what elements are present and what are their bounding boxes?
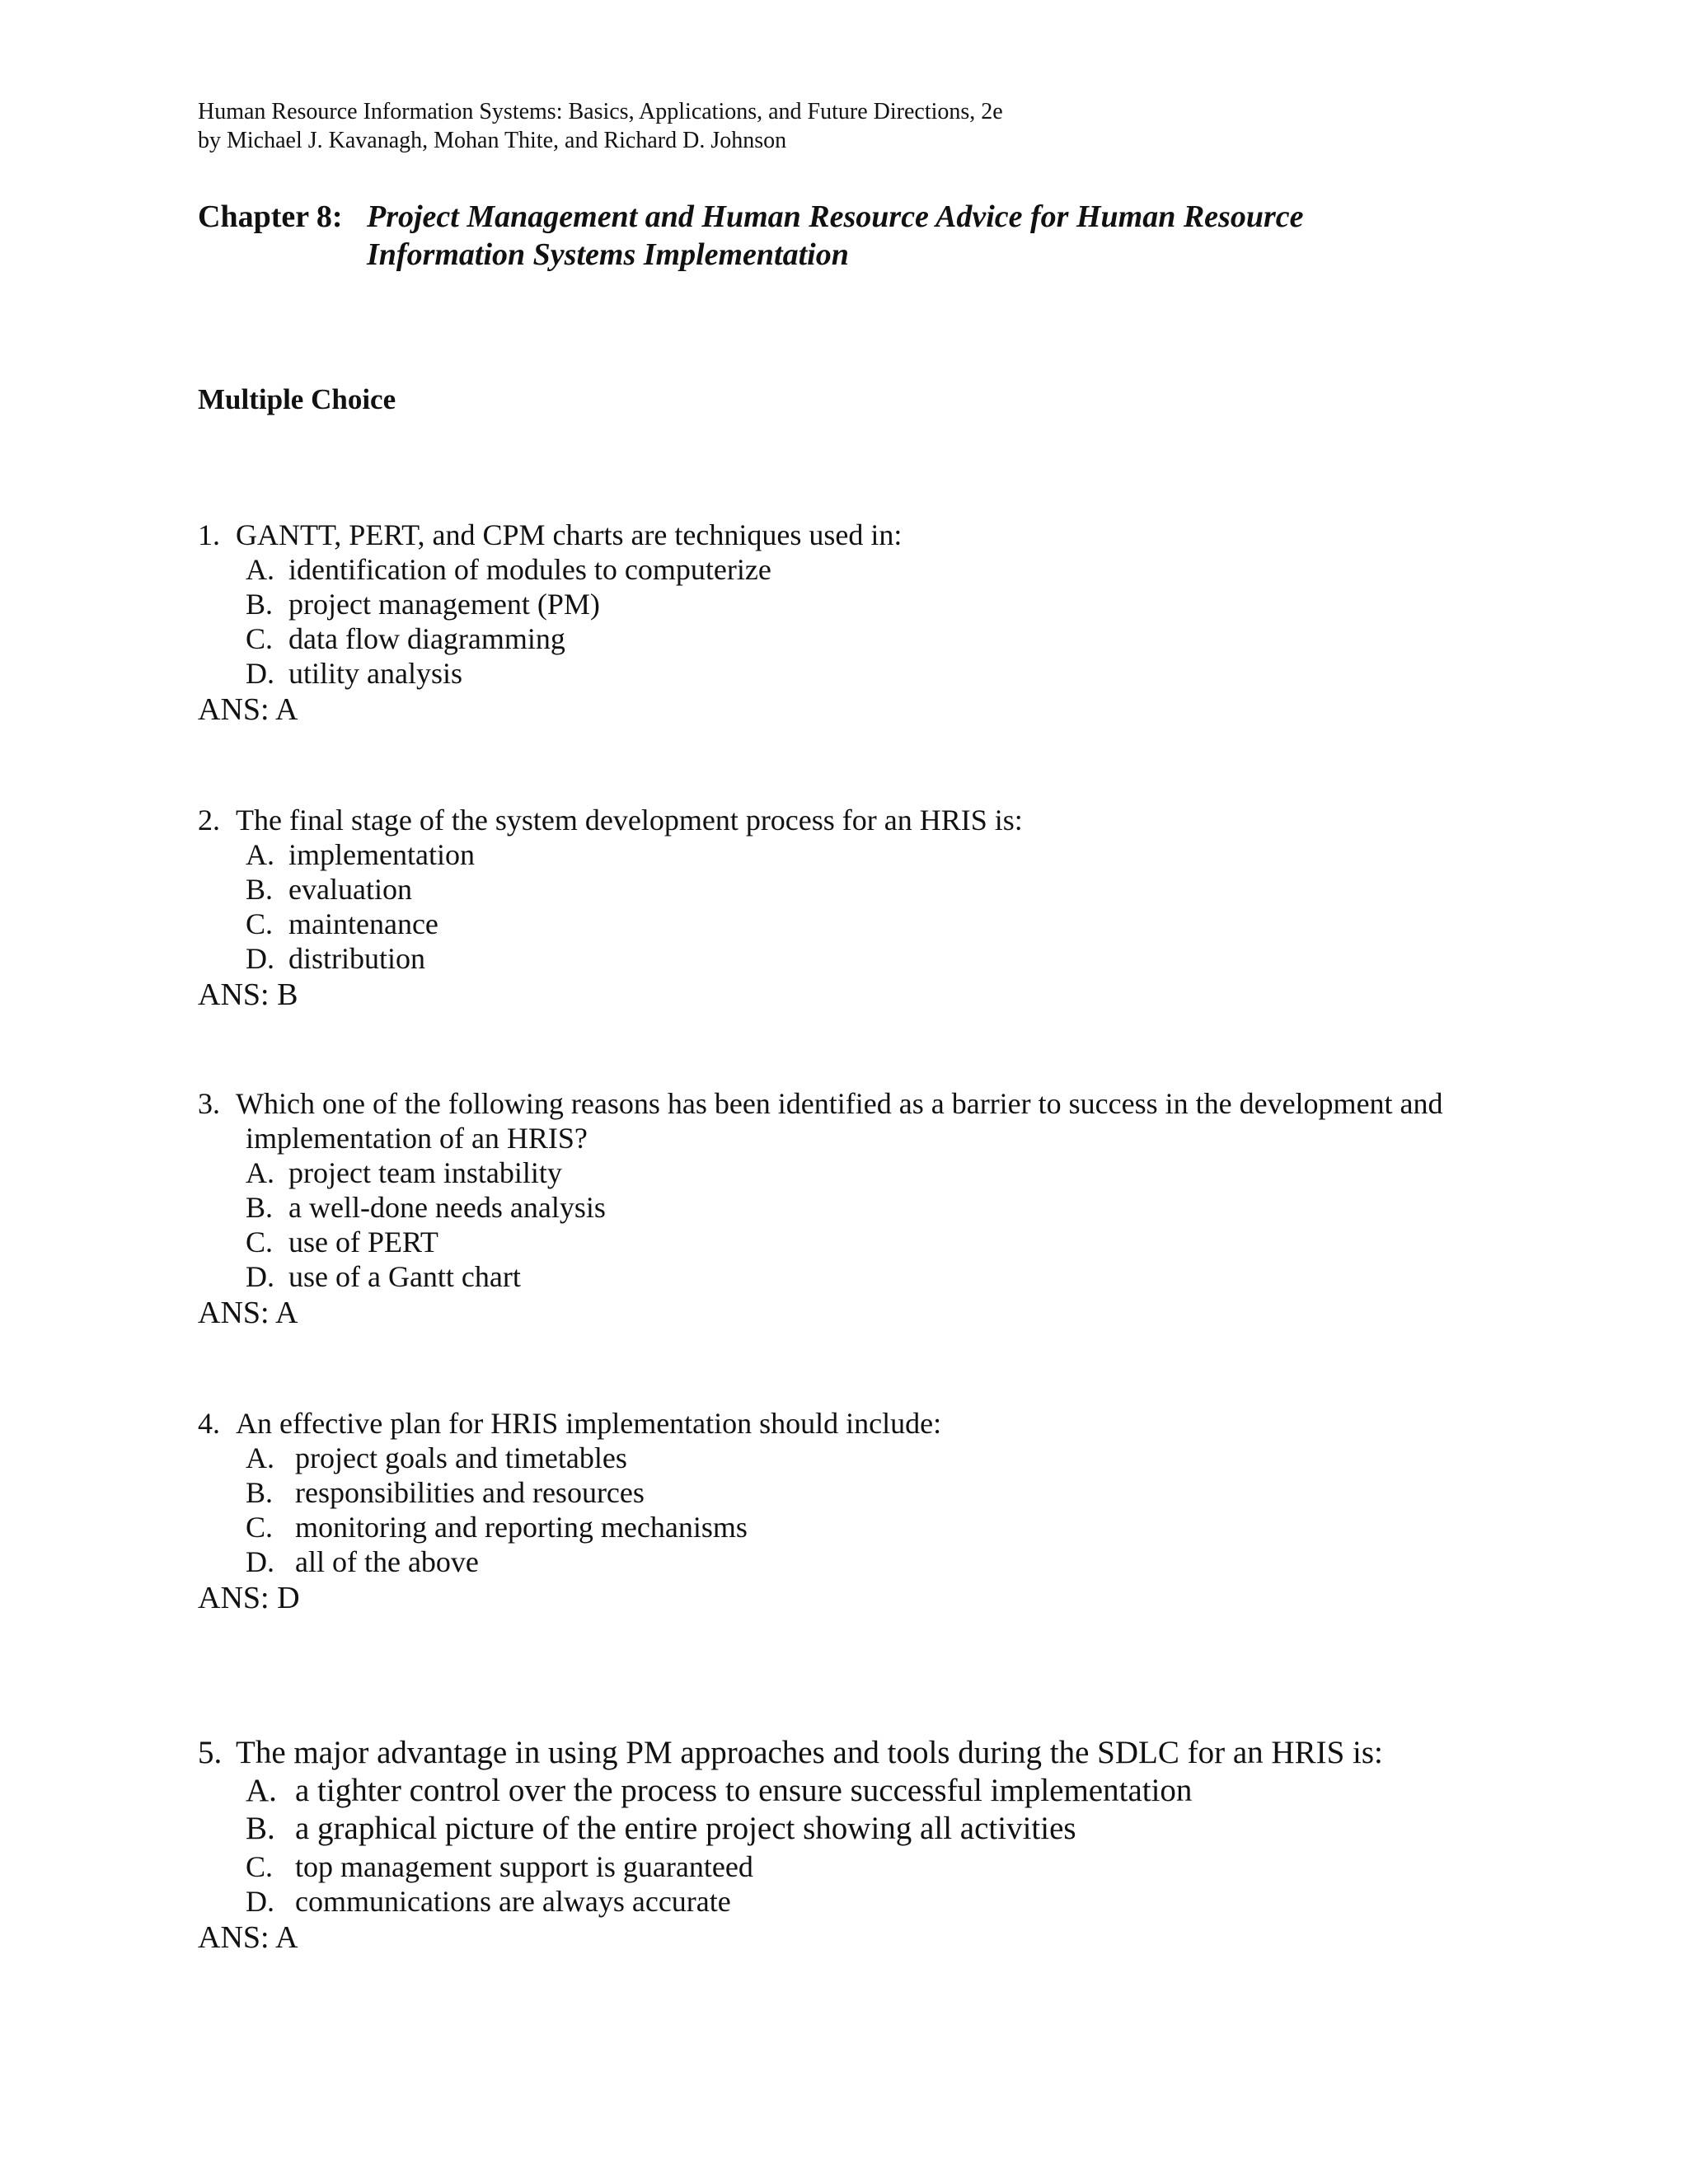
option-letter: B. — [246, 1191, 274, 1224]
option-letter: C. — [246, 622, 274, 655]
chapter-title-line-2: Information Systems Implementation — [367, 237, 849, 272]
option-5d — [246, 1884, 731, 1919]
question-1 — [198, 518, 902, 552]
option-1d — [246, 656, 462, 691]
option-text: data flow diagramming — [288, 622, 565, 655]
option-text: use of PERT — [288, 1226, 438, 1258]
answer-3: ANS: A — [198, 1296, 298, 1330]
question-2 — [198, 803, 1023, 837]
option-letter: B. — [246, 1811, 275, 1846]
option-text: monitoring and reporting mechanisms — [295, 1511, 748, 1544]
question-number: 2. — [198, 804, 220, 837]
option-text: project management (PM) — [288, 588, 600, 621]
option-5a — [246, 1772, 1192, 1810]
question-text: Which one of the following reasons has been identified as a barrier to success in the development and — [236, 1087, 1443, 1120]
question-text: An effective plan for HRIS implementation should include: — [236, 1407, 942, 1440]
question-text: The major advantage in using PM approaches and tools during the SDLC for an HRIS is: — [236, 1735, 1383, 1770]
option-text: project goals and timetables — [295, 1441, 627, 1474]
question-3-continuation: implementation of an HRIS? — [246, 1122, 588, 1155]
option-3d — [246, 1259, 521, 1294]
option-text: communications are always accurate — [295, 1885, 731, 1918]
book-title: Human Resource Information Systems: Basics, Applications, and Future Directions, 2e — [198, 99, 1003, 124]
question-text: The final stage of the system development process for an HRIS is: — [236, 804, 1023, 837]
option-1c — [246, 621, 565, 656]
chapter-label: Chapter 8: — [198, 199, 343, 234]
option-4c — [246, 1510, 748, 1544]
option-letter: C. — [246, 1511, 274, 1544]
option-text: all of the above — [295, 1545, 479, 1578]
option-letter: A. — [246, 1156, 274, 1189]
question-number: 5. — [198, 1735, 223, 1770]
option-letter: B. — [246, 588, 274, 621]
answer-2: ANS: B — [198, 977, 298, 1012]
option-3a — [246, 1155, 562, 1190]
option-text: evaluation — [288, 873, 412, 906]
question-3 — [198, 1086, 1443, 1121]
option-letter: D. — [246, 1885, 274, 1918]
option-letter: D. — [246, 1260, 274, 1293]
section-title: Multiple Choice — [198, 383, 396, 415]
option-text: distribution — [288, 942, 426, 975]
option-letter: C. — [246, 1226, 274, 1258]
question-number: 3. — [198, 1087, 220, 1120]
option-letter: C. — [246, 1850, 274, 1883]
option-text: identification of modules to computerize — [288, 553, 771, 586]
option-text: utility analysis — [288, 657, 462, 690]
question-number: 1. — [198, 518, 220, 551]
option-2a — [246, 837, 475, 872]
question-5 — [198, 1734, 1383, 1772]
option-text: a well-done needs analysis — [288, 1191, 606, 1224]
option-text: project team instability — [288, 1156, 562, 1189]
question-text: GANTT, PERT, and CPM charts are techniques used in: — [236, 518, 903, 551]
answer-5: ANS: A — [198, 1920, 298, 1955]
option-4a — [246, 1441, 627, 1475]
option-5c — [246, 1849, 753, 1884]
answer-4: ANS: D — [198, 1581, 300, 1615]
option-text: responsibilities and resources — [295, 1476, 645, 1509]
option-letter: C. — [246, 907, 274, 940]
option-2d — [246, 941, 425, 976]
option-text: implementation — [288, 838, 475, 871]
option-text: top management support is guaranteed — [295, 1850, 753, 1883]
question-number: 4. — [198, 1407, 220, 1440]
option-3b — [246, 1190, 606, 1225]
option-letter: D. — [246, 942, 274, 975]
option-letter: A. — [246, 1773, 277, 1808]
option-letter: A. — [246, 1441, 274, 1474]
option-5b — [246, 1810, 1076, 1848]
option-3c — [246, 1225, 438, 1259]
option-text: a tighter control over the process to ensure successful implementation — [295, 1773, 1193, 1808]
question-4 — [198, 1406, 941, 1441]
option-2c — [246, 907, 438, 941]
option-1b — [246, 587, 600, 621]
option-2b — [246, 872, 412, 907]
option-text: maintenance — [288, 907, 438, 940]
chapter-title-line-1: Project Management and Human Resource Advice for Human Resource — [367, 199, 1304, 234]
book-authors: by Michael J. Kavanagh, Mohan Thite, and Richard D. Johnson — [198, 128, 787, 153]
option-letter: B. — [246, 1476, 274, 1509]
option-letter: B. — [246, 873, 274, 906]
option-letter: D. — [246, 1545, 274, 1578]
option-letter: A. — [246, 838, 274, 871]
option-4b — [246, 1475, 645, 1510]
option-1a — [246, 552, 771, 587]
answer-1: ANS: A — [198, 692, 298, 727]
option-4d — [246, 1544, 479, 1579]
option-letter: A. — [246, 553, 274, 586]
option-text: use of a Gantt chart — [288, 1260, 521, 1293]
option-text: a graphical picture of the entire project showing all activities — [295, 1811, 1076, 1846]
option-letter: D. — [246, 657, 274, 690]
